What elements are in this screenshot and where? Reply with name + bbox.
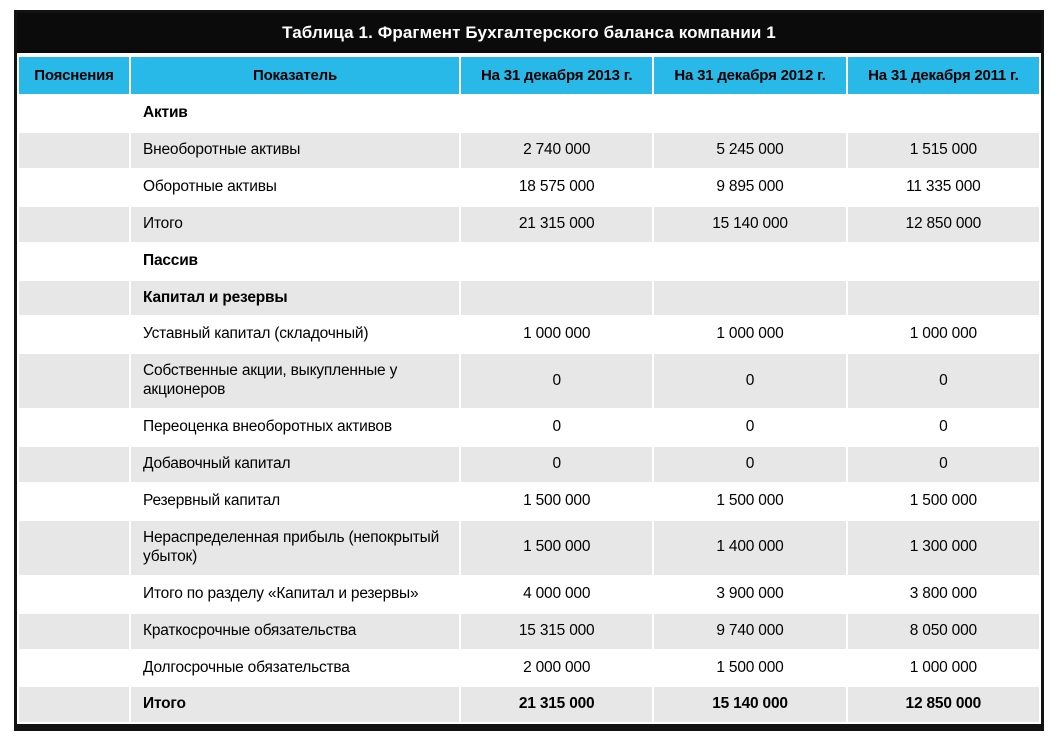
explanation-cell [18,316,130,353]
value-cell: 21 315 000 [460,686,653,723]
value-cell: 1 300 000 [847,520,1040,576]
value-cell: 0 [653,409,846,446]
indicator-cell: Резервный капитал [130,483,460,520]
value-cell: 1 000 000 [653,316,846,353]
value-cell: 1 000 000 [460,316,653,353]
explanation-cell [18,95,130,132]
value-cell: 5 245 000 [653,132,846,169]
table-row [18,686,1040,723]
indicator-cell: Итого [130,206,460,243]
table-row [18,613,1040,650]
value-cell [847,280,1040,317]
value-cell: 1 500 000 [653,483,846,520]
col-header-indicator: Показатель [130,56,460,95]
value-cell: 0 [460,446,653,483]
value-cell: 0 [847,353,1040,409]
column-header-row [18,56,1040,95]
col-header-2013: На 31 декабря 2013 г. [460,56,653,95]
indicator-cell: Актив [130,95,460,132]
value-cell: 0 [847,446,1040,483]
balance-table [17,55,1041,724]
explanation-cell [18,483,130,520]
value-cell: 9 895 000 [653,169,846,206]
table-row [18,576,1040,613]
indicator-cell: Оборотные активы [130,169,460,206]
value-cell: 0 [653,353,846,409]
value-cell: 9 740 000 [653,613,846,650]
indicator-cell: Краткосрочные обязательства [130,613,460,650]
explanation-cell [18,409,130,446]
table-row [18,650,1040,687]
value-cell: 0 [847,409,1040,446]
value-cell: 1 500 000 [460,483,653,520]
explanation-cell [18,650,130,687]
value-cell [460,95,653,132]
value-cell: 15 315 000 [460,613,653,650]
explanation-cell [18,353,130,409]
value-cell: 11 335 000 [847,169,1040,206]
indicator-cell: Внеоборотные активы [130,132,460,169]
value-cell: 15 140 000 [653,686,846,723]
value-cell: 21 315 000 [460,206,653,243]
col-header-2012: На 31 декабря 2012 г. [653,56,846,95]
value-cell: 8 050 000 [847,613,1040,650]
value-cell: 3 900 000 [653,576,846,613]
table-row [18,409,1040,446]
indicator-cell: Итого [130,686,460,723]
indicator-cell: Долгосрочные обязательства [130,650,460,687]
value-cell [653,280,846,317]
value-cell: 1 500 000 [460,520,653,576]
indicator-cell: Итого по разделу «Капитал и резервы» [130,576,460,613]
value-cell: 1 515 000 [847,132,1040,169]
indicator-cell: Уставный капитал (складочный) [130,316,460,353]
table-row [18,95,1040,132]
explanation-cell [18,686,130,723]
table-row [18,483,1040,520]
value-cell: 2 740 000 [460,132,653,169]
value-cell: 1 000 000 [847,316,1040,353]
value-cell [653,243,846,280]
table-row [18,520,1040,576]
value-cell: 3 800 000 [847,576,1040,613]
value-cell: 1 000 000 [847,650,1040,687]
value-cell: 0 [460,353,653,409]
value-cell: 2 000 000 [460,650,653,687]
table-row [18,206,1040,243]
value-cell: 12 850 000 [847,686,1040,723]
value-cell: 0 [653,446,846,483]
explanation-cell [18,243,130,280]
col-header-2011: На 31 декабря 2011 г. [847,56,1040,95]
value-cell [460,243,653,280]
value-cell [460,280,653,317]
explanation-cell [18,520,130,576]
table-title: Таблица 1. Фрагмент Бухгалтерского баланса компании 1 [17,13,1041,55]
table-row [18,446,1040,483]
value-cell [653,95,846,132]
indicator-cell: Добавочный капитал [130,446,460,483]
table-row [18,243,1040,280]
explanation-cell [18,132,130,169]
indicator-cell: Переоценка внеоборотных активов [130,409,460,446]
explanation-cell [18,169,130,206]
balance-sheet-table [14,10,1044,731]
explanation-cell [18,206,130,243]
explanation-cell [18,446,130,483]
value-cell: 12 850 000 [847,206,1040,243]
value-cell: 1 500 000 [847,483,1040,520]
explanation-cell [18,280,130,317]
value-cell: 1 500 000 [653,650,846,687]
table-row [18,169,1040,206]
value-cell: 15 140 000 [653,206,846,243]
value-cell: 4 000 000 [460,576,653,613]
indicator-cell: Пассив [130,243,460,280]
explanation-cell [18,576,130,613]
table-row [18,132,1040,169]
col-header-explanations: Пояснения [18,56,130,95]
indicator-cell: Нераспределенная прибыль (непокрытый убыток) [130,520,460,576]
value-cell: 0 [460,409,653,446]
table-row [18,353,1040,409]
indicator-cell: Собственные акции, выкупленные у акционеров [130,353,460,409]
value-cell: 18 575 000 [460,169,653,206]
value-cell: 1 400 000 [653,520,846,576]
table-row [18,316,1040,353]
table-row [18,280,1040,317]
value-cell [847,95,1040,132]
value-cell [847,243,1040,280]
explanation-cell [18,613,130,650]
indicator-cell: Капитал и резервы [130,280,460,317]
